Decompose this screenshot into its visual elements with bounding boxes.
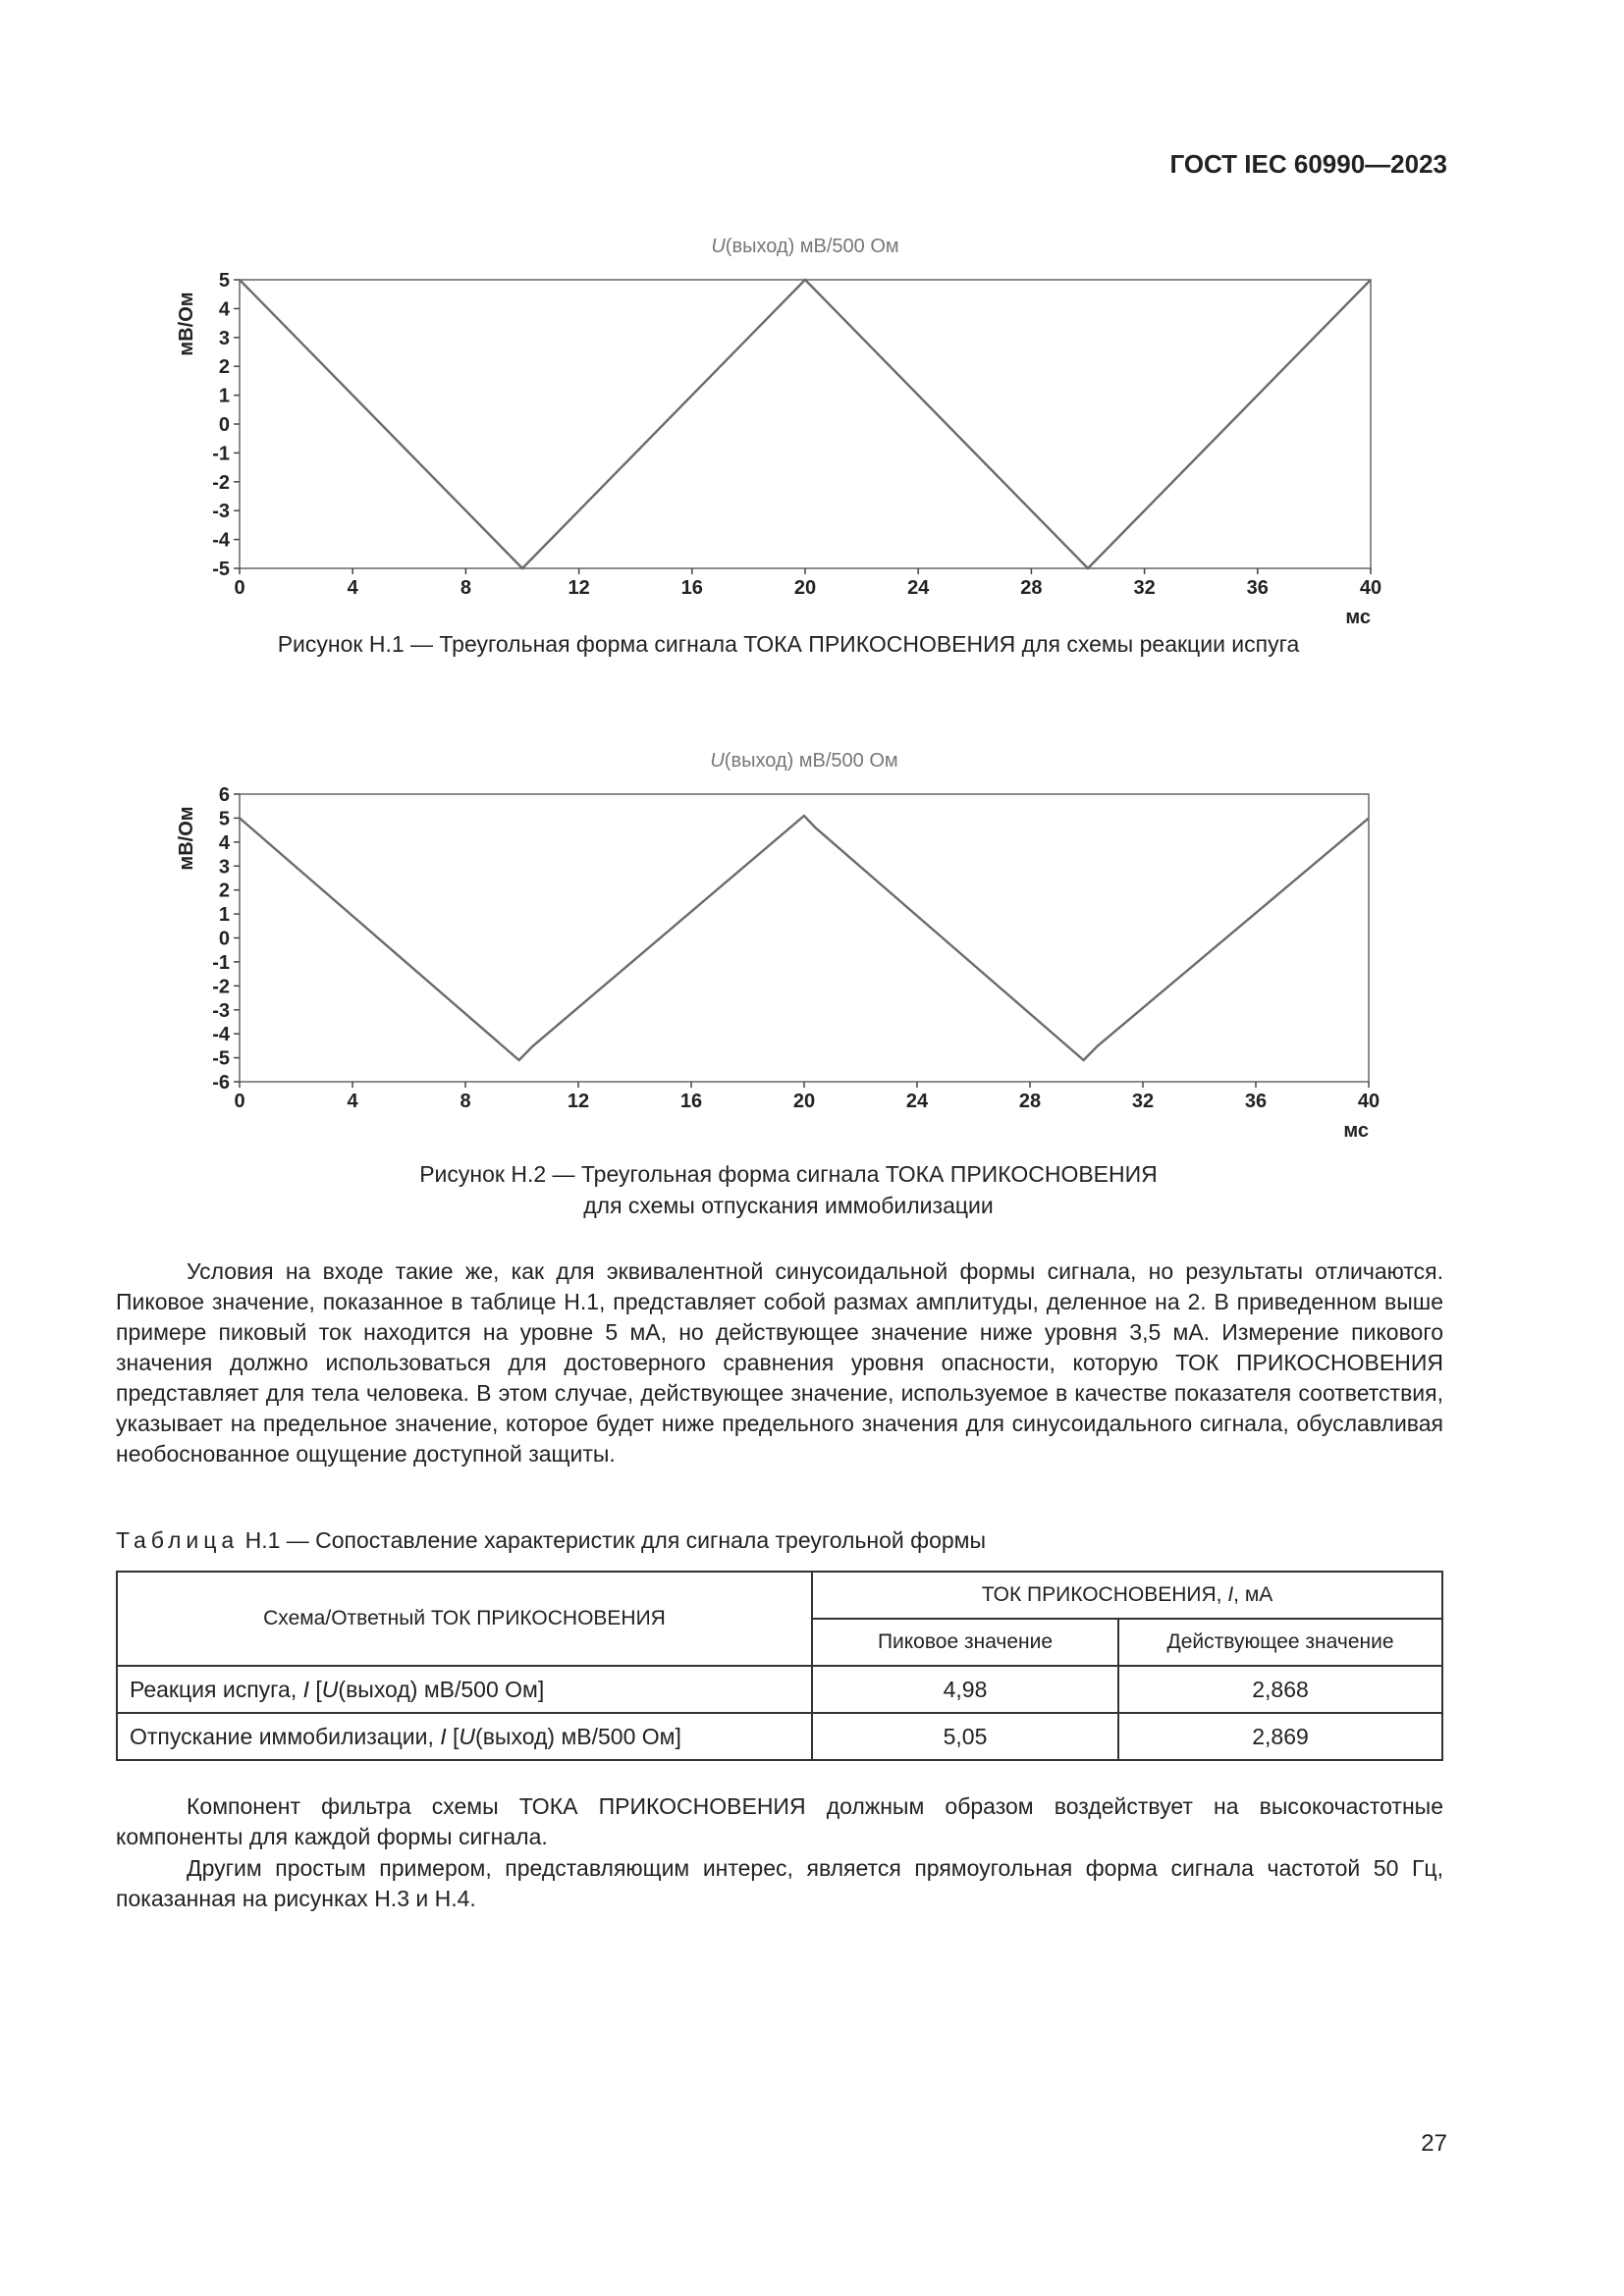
row-label-suffix: (выход) мВ/500 Ом]	[475, 1723, 681, 1749]
figure-h2-svg	[167, 721, 1384, 1142]
fig-h2-y-tick-label: -5	[212, 1047, 230, 1070]
table-cell-rms-value: 2,869	[1252, 1723, 1309, 1749]
fig-h1-title: U(выход) мВ/500 Ом	[711, 236, 899, 257]
fig-h1-x-tick-label: 28	[1020, 577, 1043, 599]
fig-h2-y-tick-label: 2	[218, 880, 230, 902]
table-header-rms	[1118, 1619, 1442, 1666]
table-row	[117, 1713, 1442, 1760]
fig-h1-x-axis-label: мс	[1345, 607, 1371, 628]
table-header-group-prefix: ТОК ПРИКОСНОВЕНИЯ,	[981, 1583, 1228, 1606]
fig-h2-x-tick-label: 20	[792, 1091, 816, 1112]
fig-h2-series-line	[240, 816, 1369, 1060]
fig-h2-y-axis-label: мВ/Ом	[176, 806, 197, 871]
fig-h1-x-tick-label: 36	[1246, 577, 1269, 599]
paragraph-filter	[116, 1791, 1443, 1852]
table-cell-rms-value: 2,868	[1252, 1676, 1309, 1702]
fig-h1-y-tick-label: 3	[218, 327, 230, 349]
table-row	[117, 1666, 1442, 1713]
paragraph-example-text: Другим простым примером, представляющим интерес, является прямоугольная форма сигнала частотой 50 Гц, показанная на рисунках H.3 и H.4.	[116, 1855, 1443, 1911]
figure-h2-caption-line2: для схемы отпускания иммобилизации	[583, 1193, 994, 1218]
fig-h2-x-tick-label: 16	[679, 1091, 703, 1112]
fig-h2-y-tick-label: -6	[212, 1072, 230, 1094]
figure-h1-chart	[167, 206, 1384, 628]
table-cell-scheme	[117, 1666, 812, 1713]
fig-h1-x-tick-label: 12	[568, 577, 590, 599]
figure-h2-chart	[167, 721, 1384, 1142]
figure-h2-caption-line1: Рисунок H.2 — Треугольная форма сигнала ТОКА ПРИКОСНОВЕНИЯ	[419, 1161, 1158, 1187]
table-title-text: H.1 — Сопоставление характеристик для сигнала треугольной формы	[244, 1527, 987, 1553]
row-label-prefix: Отпускание иммобилизации,	[130, 1723, 441, 1749]
fig-h2-title: U(выход) мВ/500 Ом	[710, 750, 898, 772]
fig-h2-x-tick-label: 28	[1018, 1091, 1042, 1112]
fig-h1-y-tick-label: 1	[218, 385, 230, 407]
figure-h1-caption-text: Рисунок H.1 — Треугольная форма сигнала ТОКА ПРИКОСНОВЕНИЯ для схемы реакции испуга	[277, 631, 1300, 657]
table-header-peak-text: Пиковое значение	[877, 1630, 1054, 1653]
fig-h2-x-tick-label: 36	[1244, 1091, 1268, 1112]
fig-h2-y-tick-label: 5	[218, 808, 230, 830]
figure-h1-caption	[118, 628, 1459, 660]
fig-h1-y-tick-label: 5	[218, 270, 230, 292]
fig-h2-y-tick-label: -1	[212, 951, 230, 974]
comparison-table	[116, 1571, 1443, 1761]
fig-h1-x-tick-label: 16	[680, 577, 703, 599]
fig-h1-y-tick-label: 2	[218, 356, 230, 379]
fig-h2-y-tick-label: 0	[218, 928, 230, 950]
document-code: ГОСТ IEC 60990—2023	[1169, 149, 1447, 179]
table-header-group-symbol: I	[1227, 1583, 1234, 1606]
fig-h2-y-tick-label: 3	[218, 856, 230, 879]
paragraph-conditions-text: Условия на входе такие же, как для эквивалентной синусоидальной формы сигнала, но результаты отличаются. Пиковое значение, показанное в таблице H.1, представляет собой размах амплитуды, деленное на 2. В приведенном выше примере пиковый ток находится на уровне 5 мА, но действующее значение ниже уровня 3,5 мА. Измерение пикового значения должно использоваться для достоверного сравнения уровня опасности, которую ТОК ПРИКОСНОВЕНИЯ представляет для тела человека. В этом случае, действующее значение, используемое в качестве показателя соответствия, указывает на предельное значение, которое будет ниже предельного значения для синусоидального сигнала, обуславливая необоснованное ощущение доступной защиты.	[116, 1258, 1443, 1467]
table-header-group-suffix: , мА	[1233, 1583, 1273, 1606]
row-label-prefix: Реакция испуга,	[130, 1676, 303, 1702]
row-label-suffix: (выход) мВ/500 Ом]	[338, 1676, 545, 1702]
fig-h1-y-tick-label: -4	[212, 529, 230, 552]
fig-h2-x-tick-label: 12	[567, 1091, 590, 1112]
fig-h1-y-tick-label: -1	[212, 443, 230, 465]
page-number: 27	[1421, 2130, 1447, 2157]
fig-h2-x-tick-label: 0	[234, 1091, 245, 1112]
fig-h1-x-tick-label: 8	[460, 577, 471, 599]
row-label-current-symbol: I	[302, 1676, 309, 1702]
fig-h1-x-tick-label: 40	[1359, 577, 1382, 599]
table-header-peak	[812, 1619, 1118, 1666]
figure-h2-caption	[118, 1158, 1459, 1221]
fig-h2-x-axis-label: мс	[1343, 1120, 1369, 1142]
fig-h1-y-tick-label: -2	[212, 471, 230, 494]
fig-h2-x-tick-label: 24	[905, 1091, 929, 1112]
fig-h2-y-tick-label: 4	[218, 831, 230, 854]
fig-h1-x-tick-label: 0	[234, 577, 245, 599]
table-header-touch-current	[812, 1572, 1442, 1619]
fig-h1-y-axis-label: мВ/Ом	[176, 292, 197, 356]
row-label-current-symbol: I	[440, 1723, 447, 1749]
fig-h2-x-tick-label: 4	[347, 1091, 358, 1112]
paragraph-conditions	[116, 1256, 1443, 1469]
row-label-bracket: [	[446, 1723, 460, 1749]
fig-h2-x-tick-label: 8	[460, 1091, 471, 1112]
fig-h2-y-tick-label: -2	[212, 976, 230, 998]
row-label-voltage-symbol: U	[459, 1723, 476, 1749]
fig-h2-x-tick-label: 32	[1131, 1091, 1155, 1112]
table-cell-peak-value: 4,98	[943, 1676, 988, 1702]
fig-h1-y-tick-label: 0	[218, 414, 230, 436]
table-cell-peak	[812, 1713, 1118, 1760]
table-cell-rms	[1118, 1666, 1442, 1713]
fig-h1-x-tick-label: 20	[793, 577, 817, 599]
fig-h2-y-tick-label: -4	[212, 1024, 230, 1046]
fig-h1-plot-frame	[240, 280, 1371, 568]
fig-h1-x-tick-label: 4	[347, 577, 358, 599]
paragraph-example	[116, 1853, 1443, 1914]
row-label-bracket: [	[309, 1676, 322, 1702]
fig-h1-x-tick-label: 32	[1133, 577, 1156, 599]
paragraph-filter-text: Компонент фильтра схемы ТОКА ПРИКОСНОВЕНИЯ должным образом воздействует на высокочастотные компоненты для каждой формы сигнала.	[116, 1793, 1443, 1849]
fig-h1-series-line	[240, 280, 1371, 568]
fig-h2-plot-frame	[240, 794, 1369, 1082]
figure-h1-svg	[167, 206, 1384, 628]
table-header-rms-text: Действующее значение	[1166, 1630, 1394, 1653]
fig-h2-y-tick-label: 1	[218, 904, 230, 927]
table-header-scheme	[117, 1572, 812, 1666]
fig-h2-y-tick-label: -3	[212, 999, 230, 1022]
table-cell-peak	[812, 1666, 1118, 1713]
fig-h1-y-tick-label: -5	[212, 559, 230, 580]
fig-h1-x-tick-label: 24	[907, 577, 930, 599]
table-header-scheme-text: Схема/Ответный ТОК ПРИКОСНОВЕНИЯ	[263, 1607, 666, 1629]
row-label-voltage-symbol: U	[321, 1676, 339, 1702]
table-cell-peak-value: 5,05	[943, 1723, 988, 1749]
fig-h1-y-tick-label: -3	[212, 501, 230, 523]
fig-h2-y-tick-label: 6	[218, 784, 230, 806]
fig-h1-y-tick-label: 4	[218, 298, 230, 321]
fig-h2-x-tick-label: 40	[1357, 1091, 1380, 1112]
table-title	[116, 1527, 986, 1554]
table-title-label: Таблица	[116, 1527, 240, 1553]
table-cell-scheme	[117, 1713, 812, 1760]
table-cell-rms	[1118, 1713, 1442, 1760]
